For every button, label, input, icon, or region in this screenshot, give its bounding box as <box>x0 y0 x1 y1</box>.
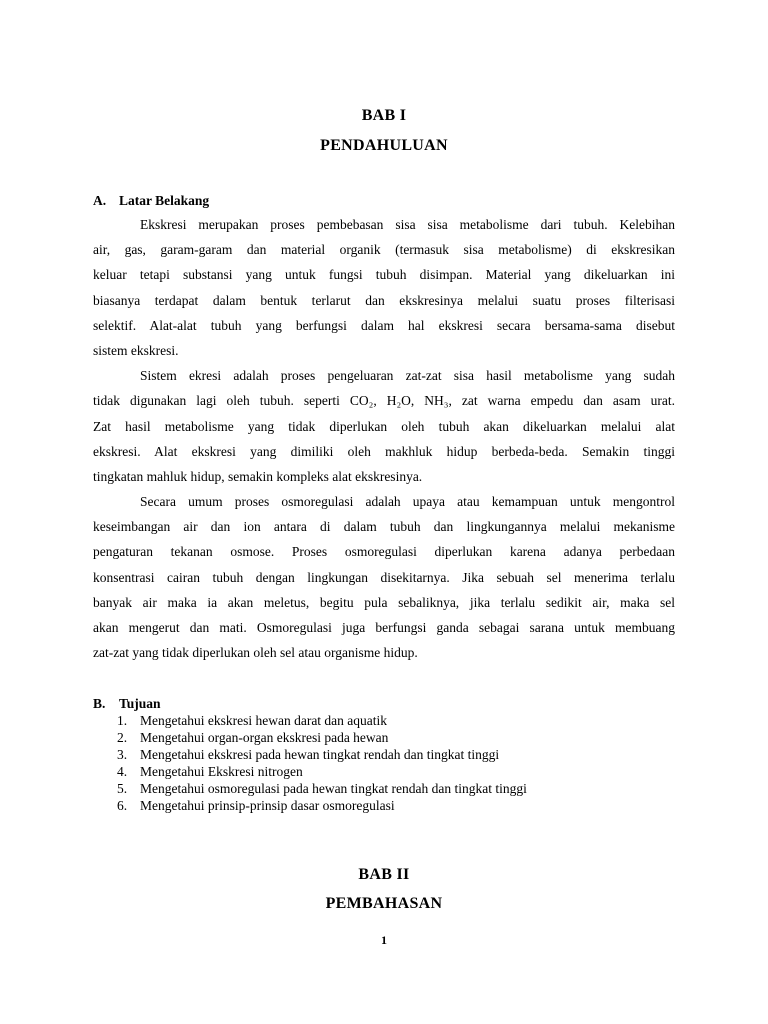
list-item <box>93 729 675 746</box>
chapter-title: PENDAHULUAN <box>320 137 448 154</box>
list-item <box>93 780 675 797</box>
paragraph-line: banyak air maka ia akan meletus, begitu pula sebaliknya, jika terlalu sedikit air, maka sel <box>93 594 675 610</box>
paragraph-line: pengaturan tekanan osmose. Proses osmoregulasi diperlukan karena adanya perbedaan <box>93 544 675 560</box>
paragraph-line: sistem ekskresi. <box>93 342 179 358</box>
paragraph-line: tidak digunakan lagi oleh tubuh. seperti CO₂, H₂O, NH₃, zat warna empedu dan asam urat. <box>93 393 675 409</box>
list-item <box>93 712 675 729</box>
list-item-text: Mengetahui organ-organ ekskresi pada hewan <box>140 730 389 745</box>
section-heading-latar-belakang <box>93 192 209 209</box>
paragraph-line: air, gas, garam-garam dan material organik (termasuk sisa metabolisme) di ekskresikan <box>93 242 675 258</box>
list-item-number: 4. <box>117 764 128 779</box>
paragraph-line: Ekskresi merupakan proses pembebasan sisa sisa metabolisme dari tubuh. Kelebihan <box>140 217 675 232</box>
paragraph-line: ekskresi. Alat ekskresi yang dimiliki oleh makhluk hidup berbeda-beda. Semakin tinggi <box>93 443 675 459</box>
chapter-label: BAB I <box>361 107 407 124</box>
list-item <box>93 797 675 814</box>
section-marker: A. <box>93 193 107 208</box>
list-item-text: Mengetahui ekskresi pada hewan tingkat rendah dan tingkat tinggi <box>140 747 500 762</box>
page-number: 1 <box>381 933 387 947</box>
list-item-text: Mengetahui prinsip-prinsip dasar osmoregulasi <box>140 798 395 813</box>
list-item-text: Mengetahui osmoregulasi pada hewan tingkat rendah dan tingkat tinggi <box>140 781 527 796</box>
paragraph-line: Zat hasil metabolisme yang tidak diperlukan oleh tubuh akan dikeluarkan melalui alat <box>93 418 675 434</box>
list-item <box>93 746 675 763</box>
section-body <box>93 212 675 665</box>
list-item-number: 1. <box>117 713 128 728</box>
paragraph-line: konsentrasi cairan tubuh dengan lingkungan disekitarnya. Jika sebuah sel menerima terlalu <box>93 569 675 585</box>
section-heading-tujuan <box>93 695 161 712</box>
paragraph <box>93 489 675 665</box>
chapter-label: BAB II <box>358 866 410 883</box>
list-item <box>93 763 675 780</box>
list-item-text: Mengetahui ekskresi hewan darat dan aquatik <box>140 713 388 728</box>
list-item-text: Mengetahui Ekskresi nitrogen <box>140 764 303 779</box>
paragraph-line: zat-zat yang tidak diperlukan oleh sel atau organisme hidup. <box>93 645 418 661</box>
paragraph-line: biasanya terdapat dalam bentuk terlarut dan ekskresinya melalui suatu proses filterisasi <box>93 292 675 308</box>
section-title: Latar Belakang <box>119 193 210 208</box>
paragraph-line: selektif. Alat-alat tubuh yang berfungsi dalam hal ekskresi secara bersama-sama disebut <box>93 317 675 333</box>
paragraph-line: Secara umum proses osmoregulasi adalah upaya atau kemampuan untuk mengontrol <box>140 494 675 510</box>
list-item-number: 5. <box>117 781 128 796</box>
paragraph-line: Sistem ekresi adalah proses pengeluaran zat-zat sisa hasil metabolisme yang sudah <box>140 368 675 384</box>
paragraph-line: akan mengerut dan mati. Osmoregulasi juga berfungsi ganda sebagai sarana untuk membuang <box>93 620 675 635</box>
list-item-number: 2. <box>117 730 128 745</box>
objectives-list <box>93 712 675 814</box>
section-marker: B. <box>93 696 106 711</box>
paragraph <box>93 363 675 489</box>
list-item-number: 6. <box>117 798 128 813</box>
paragraph <box>93 212 675 363</box>
chapter-title: PEMBAHASAN <box>325 895 443 912</box>
paragraph-line: keseimbangan air dan ion antara di dalam tubuh dan lingkungannya melalui mekanisme <box>93 519 675 535</box>
list-item-number: 3. <box>117 747 128 762</box>
section-title: Tujuan <box>119 696 161 711</box>
paragraph-line: keluar tetapi substansi yang untuk fungsi tubuh disimpan. Material yang dikeluarkan ini <box>93 267 675 283</box>
paragraph-line: tingkatan mahluk hidup, semakin kompleks alat ekskresinya. <box>93 468 423 484</box>
